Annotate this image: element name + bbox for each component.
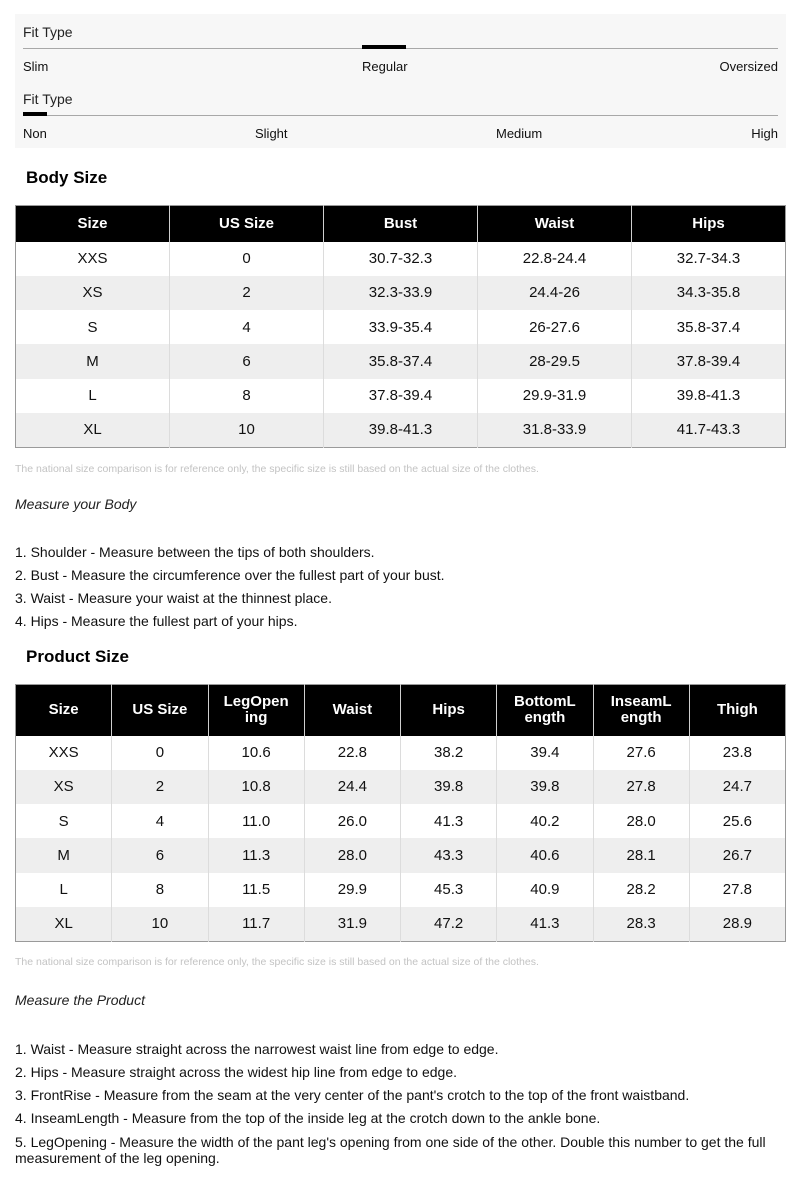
fit-label-slim: Slim — [23, 59, 49, 74]
table-cell: 10.6 — [208, 736, 304, 770]
fit-label-slight: Slight — [255, 126, 288, 141]
column-header: Size — [16, 685, 112, 736]
table-cell: 28.1 — [593, 838, 689, 872]
table-row — [16, 736, 786, 770]
table-row — [16, 310, 786, 344]
column-header: Hips — [401, 685, 497, 736]
table-cell: 41.7-43.3 — [632, 413, 786, 447]
table-cell: 11.5 — [208, 873, 304, 907]
table-cell: 28.0 — [593, 804, 689, 838]
column-header: US Size — [112, 685, 208, 736]
list-item: 4. InseamLength - Measure from the top of the inside leg at the crotch down to the ankle bone. — [15, 1110, 601, 1126]
table-cell: XXS — [16, 242, 170, 276]
list-item: 2. Bust - Measure the circumference over the fullest part of your bust. — [15, 567, 445, 583]
fit-scale-1 — [23, 14, 778, 81]
size-reference-note: The national size comparison is for reference only, the specific size is still based on the actual size of the clothes. — [15, 956, 539, 968]
table-cell: 28-29.5 — [478, 344, 632, 378]
table-row — [16, 873, 786, 907]
measure-body-steps — [15, 541, 790, 633]
table-cell: 6 — [170, 344, 324, 378]
table-cell: M — [16, 344, 170, 378]
list-item: 5. LegOpening - Measure the width of the pant leg's opening from one side of the other. Double this number to get the full measurement of the leg opening. — [15, 1134, 766, 1166]
table-cell: 33.9-35.4 — [324, 310, 478, 344]
table-header-row — [16, 685, 786, 736]
table-cell: 41.3 — [401, 804, 497, 838]
table-cell: XL — [16, 907, 112, 941]
table-cell: S — [16, 310, 170, 344]
table-cell: 47.2 — [401, 907, 497, 941]
table-cell: 24.4 — [304, 770, 400, 804]
table-cell: 41.3 — [497, 907, 593, 941]
table-cell: 27.8 — [593, 770, 689, 804]
list-item: 3. FrontRise - Measure from the seam at the very center of the pant's crotch to the top of the front waistband. — [15, 1087, 690, 1103]
table-cell: 27.8 — [689, 873, 785, 907]
column-header: Waist — [478, 206, 632, 242]
table-cell: L — [16, 873, 112, 907]
column-header: InseamL ength — [593, 685, 689, 736]
table-cell: 37.8-39.4 — [324, 379, 478, 413]
table-cell: 31.9 — [304, 907, 400, 941]
table-cell: 0 — [170, 242, 324, 276]
table-cell: 11.7 — [208, 907, 304, 941]
table-row — [16, 770, 786, 804]
size-reference-note: The national size comparison is for reference only, the specific size is still based on the actual size of the clothes. — [15, 463, 539, 475]
fit-label-non: Non — [23, 126, 47, 141]
table-cell: 34.3-35.8 — [632, 276, 786, 310]
table-cell: XS — [16, 276, 170, 310]
table-cell: 39.8-41.3 — [324, 413, 478, 447]
table-cell: 4 — [112, 804, 208, 838]
fit-scale-title: Fit Type — [23, 91, 73, 107]
product-size-title: Product Size — [26, 647, 129, 666]
table-cell: 10 — [170, 413, 324, 447]
fit-scale-track — [23, 48, 778, 49]
table-cell: 22.8 — [304, 736, 400, 770]
table-cell: 22.8-24.4 — [478, 242, 632, 276]
measure-body-title: Measure your Body — [15, 496, 137, 512]
fit-label-medium: Medium — [496, 126, 543, 141]
table-row — [16, 344, 786, 378]
table-cell: 29.9 — [304, 873, 400, 907]
table-cell: 28.9 — [689, 907, 785, 941]
table-row — [16, 242, 786, 276]
table-cell: 43.3 — [401, 838, 497, 872]
table-cell: 8 — [170, 379, 324, 413]
table-cell: 8 — [112, 873, 208, 907]
table-cell: 30.7-32.3 — [324, 242, 478, 276]
table-cell: XL — [16, 413, 170, 447]
table-cell: 39.8 — [497, 770, 593, 804]
fit-scales-panel — [15, 14, 786, 148]
table-row — [16, 413, 786, 447]
table-cell: 39.8 — [401, 770, 497, 804]
table-cell: 4 — [170, 310, 324, 344]
column-header: Hips — [632, 206, 786, 242]
column-header: US Size — [170, 206, 324, 242]
table-cell: 40.6 — [497, 838, 593, 872]
table-cell: 2 — [112, 770, 208, 804]
fit-scale-title: Fit Type — [23, 24, 73, 40]
table-cell: 31.8-33.9 — [478, 413, 632, 447]
list-item: 4. Hips - Measure the fullest part of your hips. — [15, 613, 298, 629]
table-cell: 39.8-41.3 — [632, 379, 786, 413]
table-cell: 26.7 — [689, 838, 785, 872]
table-cell: 45.3 — [401, 873, 497, 907]
table-cell: XS — [16, 770, 112, 804]
table-cell: 39.4 — [497, 736, 593, 770]
column-header: Bust — [324, 206, 478, 242]
column-header: BottomL ength — [497, 685, 593, 736]
list-item: 2. Hips - Measure straight across the widest hip line from edge to edge. — [15, 1064, 457, 1080]
table-cell: 35.8-37.4 — [632, 310, 786, 344]
fit-scale-2 — [23, 81, 778, 148]
table-cell: 23.8 — [689, 736, 785, 770]
fit-scale-labels — [23, 126, 778, 142]
table-cell: 26.0 — [304, 804, 400, 838]
table-cell: 6 — [112, 838, 208, 872]
column-header: Waist — [304, 685, 400, 736]
column-header: Thigh — [689, 685, 785, 736]
table-cell: 10 — [112, 907, 208, 941]
product-size-table — [15, 684, 786, 942]
table-cell: 32.3-33.9 — [324, 276, 478, 310]
table-cell: M — [16, 838, 112, 872]
table-cell: 11.0 — [208, 804, 304, 838]
table-cell: 37.8-39.4 — [632, 344, 786, 378]
list-item: 3. Waist - Measure your waist at the thinnest place. — [15, 590, 332, 606]
table-cell: 2 — [170, 276, 324, 310]
fit-scale-labels — [23, 59, 778, 75]
fit-label-high: High — [751, 126, 778, 141]
fit-scale-marker — [362, 45, 406, 49]
table-cell: 35.8-37.4 — [324, 344, 478, 378]
table-header-row — [16, 206, 786, 242]
table-row — [16, 838, 786, 872]
fit-label-regular: Regular — [362, 59, 408, 74]
body-size-title: Body Size — [26, 168, 108, 187]
measure-product-steps — [15, 1038, 790, 1166]
table-cell: 28.0 — [304, 838, 400, 872]
table-cell: 24.4-26 — [478, 276, 632, 310]
list-item: 1. Waist - Measure straight across the narrowest waist line from edge to edge. — [15, 1041, 499, 1057]
table-cell: 40.9 — [497, 873, 593, 907]
table-cell: 32.7-34.3 — [632, 242, 786, 276]
table-row — [16, 804, 786, 838]
table-cell: 38.2 — [401, 736, 497, 770]
table-cell: 27.6 — [593, 736, 689, 770]
column-header: LegOpen ing — [208, 685, 304, 736]
table-cell: 26-27.6 — [478, 310, 632, 344]
table-cell: L — [16, 379, 170, 413]
table-cell: 24.7 — [689, 770, 785, 804]
table-cell: 10.8 — [208, 770, 304, 804]
table-row — [16, 379, 786, 413]
table-cell: 28.2 — [593, 873, 689, 907]
fit-scale-marker — [23, 112, 47, 116]
table-cell: 40.2 — [497, 804, 593, 838]
table-cell: 11.3 — [208, 838, 304, 872]
table-cell: S — [16, 804, 112, 838]
column-header: Size — [16, 206, 170, 242]
body-size-table — [15, 205, 786, 448]
table-cell: 28.3 — [593, 907, 689, 941]
fit-label-oversized: Oversized — [719, 59, 778, 74]
list-item: 1. Shoulder - Measure between the tips of both shoulders. — [15, 544, 375, 560]
table-cell: XXS — [16, 736, 112, 770]
table-cell: 0 — [112, 736, 208, 770]
measure-product-title: Measure the Product — [15, 992, 145, 1008]
table-row — [16, 907, 786, 941]
table-cell: 25.6 — [689, 804, 785, 838]
table-row — [16, 276, 786, 310]
fit-scale-track — [23, 115, 778, 116]
table-cell: 29.9-31.9 — [478, 379, 632, 413]
